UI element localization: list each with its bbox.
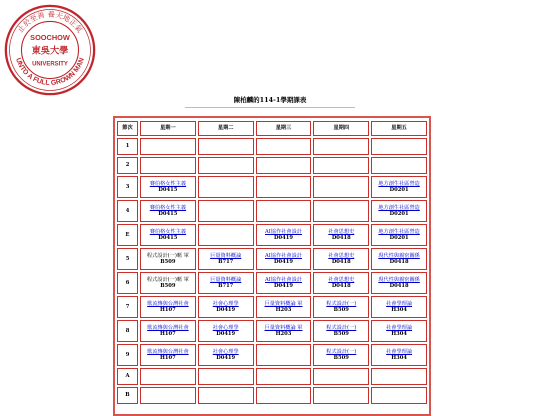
course-room: D0415 bbox=[158, 235, 178, 241]
schedule-table-frame bbox=[113, 116, 431, 416]
schedule-header-row bbox=[117, 121, 427, 136]
course-room: H304 bbox=[391, 307, 407, 313]
seal-center-top: SOOCHOW bbox=[30, 32, 70, 42]
cell-thursday bbox=[313, 368, 369, 385]
cell-friday bbox=[371, 176, 427, 198]
course-name-link[interactable]: 巨量資料概論 軍 bbox=[264, 324, 303, 331]
course-room: D0419 bbox=[274, 283, 293, 289]
course-room: D0418 bbox=[389, 259, 409, 265]
course-room: B509 bbox=[333, 331, 349, 337]
course-room: D0415 bbox=[158, 187, 178, 193]
table-row bbox=[117, 200, 427, 222]
cell-tuesday bbox=[198, 157, 254, 174]
period-label: 9 bbox=[117, 344, 138, 366]
table-row bbox=[117, 138, 427, 155]
cell-wednesday bbox=[256, 138, 312, 155]
table-row bbox=[117, 344, 427, 366]
table-row bbox=[117, 176, 427, 198]
cell-wednesday bbox=[256, 387, 312, 404]
course-room: D0418 bbox=[331, 283, 351, 289]
course-name-link[interactable]: 巨量資料概論 bbox=[210, 276, 242, 283]
course-room: D0419 bbox=[274, 259, 293, 265]
course-name-link[interactable]: AI協作社會設計 bbox=[265, 252, 302, 259]
header-period: 節次 bbox=[117, 121, 138, 136]
cell-thursday bbox=[313, 138, 369, 155]
header-wednesday: 星期三 bbox=[256, 121, 312, 136]
course-room: D0419 bbox=[216, 331, 236, 337]
course-name-link[interactable]: AI協作社會設計 bbox=[265, 228, 302, 235]
cell-friday bbox=[371, 272, 427, 294]
cell-tuesday bbox=[198, 320, 254, 342]
course-room: D0419 bbox=[274, 235, 293, 241]
course-room: D0201 bbox=[389, 187, 409, 193]
cell-friday bbox=[371, 200, 427, 222]
cell-thursday bbox=[313, 272, 369, 294]
cell-thursday bbox=[313, 344, 369, 366]
university-seal-logo bbox=[4, 4, 96, 96]
cell-tuesday bbox=[198, 296, 254, 318]
course-room: D0201 bbox=[389, 235, 409, 241]
table-row bbox=[117, 320, 427, 342]
title-divider bbox=[185, 107, 355, 108]
course-name-link[interactable]: 現代性與親密關係 bbox=[378, 276, 420, 283]
course-room: B509 bbox=[160, 283, 176, 289]
cell-tuesday bbox=[198, 272, 254, 294]
course-name-link[interactable]: 社會學理論 bbox=[386, 348, 413, 355]
cell-wednesday bbox=[256, 200, 312, 222]
course-room: B717 bbox=[218, 259, 234, 265]
cell-thursday bbox=[313, 200, 369, 222]
course-name-link[interactable]: 社會思想史 bbox=[328, 228, 355, 235]
cell-thursday bbox=[313, 296, 369, 318]
course-name-link[interactable]: 賽伯格女性主義 bbox=[149, 228, 187, 235]
period-label: 1 bbox=[117, 138, 138, 155]
cell-monday bbox=[140, 224, 196, 246]
course-room: D0201 bbox=[389, 211, 409, 217]
cell-thursday bbox=[313, 320, 369, 342]
cell-wednesday bbox=[256, 176, 312, 198]
period-label: 7 bbox=[117, 296, 138, 318]
course-name-link[interactable]: 現代性與親密關係 bbox=[378, 252, 420, 259]
course-room: H107 bbox=[160, 331, 176, 337]
cell-thursday bbox=[313, 224, 369, 246]
table-row bbox=[117, 296, 427, 318]
course-name-link[interactable]: 歌流傳與台灣社會 bbox=[147, 348, 189, 355]
cell-wednesday bbox=[256, 344, 312, 366]
cell-friday bbox=[371, 157, 427, 174]
header-tuesday: 星期二 bbox=[198, 121, 254, 136]
cell-monday bbox=[140, 387, 196, 404]
cell-monday bbox=[140, 296, 196, 318]
cell-tuesday bbox=[198, 200, 254, 222]
course-room: H304 bbox=[391, 355, 407, 361]
course-name-link: 程式設計(一)暱 軍 bbox=[146, 252, 189, 259]
course-room: D0419 bbox=[216, 355, 236, 361]
cell-thursday bbox=[313, 387, 369, 404]
course-name-link[interactable]: AI協作社會設計 bbox=[265, 276, 302, 283]
period-label: 2 bbox=[117, 157, 138, 174]
cell-wednesday bbox=[256, 296, 312, 318]
cell-monday bbox=[140, 157, 196, 174]
course-name-link[interactable]: 社會心理學 bbox=[212, 348, 239, 355]
period-label: 5 bbox=[117, 248, 138, 270]
cell-monday bbox=[140, 344, 196, 366]
cell-friday bbox=[371, 344, 427, 366]
cell-monday bbox=[140, 272, 196, 294]
course-name-link[interactable]: 程式設計(一) bbox=[326, 348, 357, 355]
cell-friday bbox=[371, 138, 427, 155]
cell-tuesday bbox=[198, 344, 254, 366]
seal-ring-top-text: 止於至善 養天地正氣 bbox=[15, 9, 85, 35]
period-label: B bbox=[117, 387, 138, 404]
cell-tuesday bbox=[198, 224, 254, 246]
course-room: D0415 bbox=[158, 211, 178, 217]
seal-center-mid: 東吳大學 bbox=[31, 45, 69, 57]
cell-friday bbox=[371, 368, 427, 385]
course-name-link[interactable]: 社會學理論 bbox=[386, 324, 413, 331]
course-name-link[interactable]: 社會思想史 bbox=[328, 252, 355, 259]
course-name-link[interactable]: 賽伯格女性主義 bbox=[149, 204, 187, 211]
cell-monday bbox=[140, 138, 196, 155]
cell-friday bbox=[371, 224, 427, 246]
table-row bbox=[117, 157, 427, 174]
course-name-link[interactable]: 歌流傳與台灣社會 bbox=[147, 324, 189, 331]
cell-tuesday bbox=[198, 138, 254, 155]
course-name-link[interactable]: 社會心理學 bbox=[212, 324, 239, 331]
course-room: B509 bbox=[160, 259, 176, 265]
cell-monday bbox=[140, 248, 196, 270]
table-row bbox=[117, 272, 427, 294]
course-name-link[interactable]: 地方創生社區營造 bbox=[378, 180, 420, 187]
table-row bbox=[117, 387, 427, 404]
cell-monday bbox=[140, 200, 196, 222]
table-row bbox=[117, 368, 427, 385]
course-name-link[interactable]: 地方創生社區營造 bbox=[378, 204, 420, 211]
cell-tuesday bbox=[198, 248, 254, 270]
course-room: H203 bbox=[275, 307, 292, 313]
cell-friday bbox=[371, 296, 427, 318]
cell-monday bbox=[140, 368, 196, 385]
seal-center-bottom: UNIVERSITY bbox=[32, 61, 68, 68]
period-label: 6 bbox=[117, 272, 138, 294]
cell-thursday bbox=[313, 248, 369, 270]
course-name-link[interactable]: 地方創生社區營造 bbox=[378, 228, 420, 235]
header-monday: 星期一 bbox=[140, 121, 196, 136]
table-row bbox=[117, 248, 427, 270]
course-name-link[interactable]: 巨量資料概論 bbox=[210, 252, 242, 259]
course-name-link[interactable]: 社會思想史 bbox=[328, 276, 355, 283]
course-name-link[interactable]: 程式設計(一) bbox=[326, 300, 357, 307]
cell-wednesday bbox=[256, 272, 312, 294]
cell-tuesday bbox=[198, 176, 254, 198]
course-room: D0418 bbox=[331, 259, 351, 265]
page-title: 陳柏麟的114-1學期課表 bbox=[233, 96, 307, 104]
cell-monday bbox=[140, 320, 196, 342]
schedule-table bbox=[115, 119, 429, 406]
course-room: B509 bbox=[333, 307, 349, 313]
cell-thursday bbox=[313, 157, 369, 174]
cell-wednesday bbox=[256, 157, 312, 174]
cell-thursday bbox=[313, 176, 369, 198]
period-label: E bbox=[117, 224, 138, 246]
cell-friday bbox=[371, 320, 427, 342]
cell-wednesday bbox=[256, 368, 312, 385]
course-room: D0418 bbox=[331, 235, 351, 241]
course-name-link[interactable]: 賽伯格女性主義 bbox=[149, 180, 187, 187]
course-name-link[interactable]: 社會心理學 bbox=[212, 300, 239, 307]
cell-tuesday bbox=[198, 368, 254, 385]
cell-tuesday bbox=[198, 387, 254, 404]
course-room: H107 bbox=[160, 355, 176, 361]
course-room: H107 bbox=[160, 307, 176, 313]
course-room: B509 bbox=[333, 355, 349, 361]
table-row bbox=[117, 224, 427, 246]
seal-ring-bottom-text: UNTO A FULL GROWN MAN bbox=[14, 57, 86, 88]
cell-wednesday bbox=[256, 320, 312, 342]
period-label: 8 bbox=[117, 320, 138, 342]
period-label: 3 bbox=[117, 176, 138, 198]
course-room: D0419 bbox=[216, 307, 236, 313]
course-room: B717 bbox=[218, 283, 234, 289]
period-label: A bbox=[117, 368, 138, 385]
course-room: D0418 bbox=[389, 283, 409, 289]
course-room: H304 bbox=[391, 331, 407, 337]
header-thursday: 星期四 bbox=[313, 121, 369, 136]
header-friday: 星期五 bbox=[371, 121, 427, 136]
cell-wednesday bbox=[256, 248, 312, 270]
course-room: H203 bbox=[275, 331, 292, 337]
cell-friday bbox=[371, 387, 427, 404]
period-label: 4 bbox=[117, 200, 138, 222]
course-name-link[interactable]: 歌流傳與台灣社會 bbox=[147, 300, 189, 307]
course-name-link[interactable]: 程式設計(一) bbox=[326, 324, 357, 331]
cell-monday bbox=[140, 176, 196, 198]
course-name-link: 程式設計(一)暱 軍 bbox=[146, 276, 189, 283]
course-name-link[interactable]: 社會學理論 bbox=[386, 300, 413, 307]
cell-friday bbox=[371, 248, 427, 270]
course-name-link[interactable]: 巨量資料概論 軍 bbox=[264, 300, 303, 307]
schedule-body bbox=[117, 138, 427, 404]
cell-wednesday bbox=[256, 224, 312, 246]
